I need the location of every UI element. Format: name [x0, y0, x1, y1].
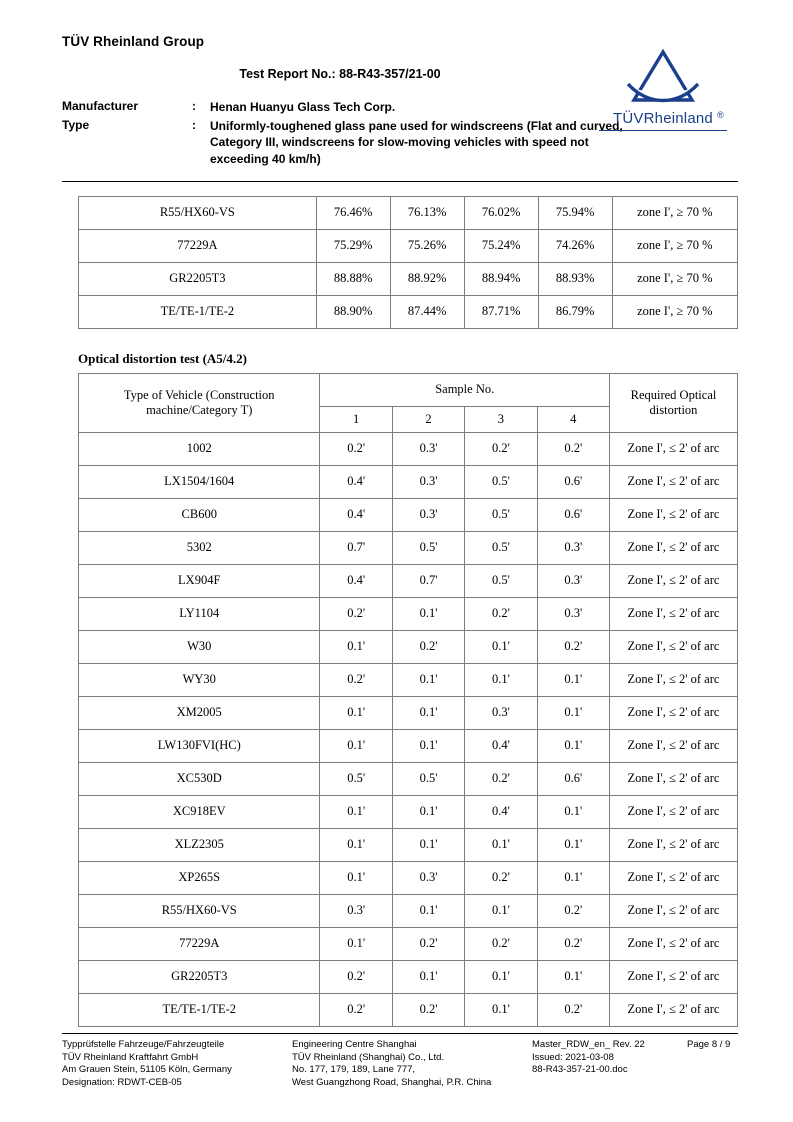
- table-row: [79, 531, 738, 564]
- sample-2-value: 0.1': [392, 894, 464, 927]
- vehicle-type: LX1504/1604: [79, 465, 320, 498]
- sample-4-value: 0.6': [537, 465, 609, 498]
- vehicle-type: LW130FVI(HC): [79, 729, 320, 762]
- sample-3-value: 0.1': [465, 630, 537, 663]
- light-transmission-table: [78, 196, 738, 329]
- sample-1-value: 0.4': [320, 498, 392, 531]
- column-header-sample-4: 4: [537, 406, 609, 432]
- footer-column-germany: [62, 1039, 292, 1090]
- required-distortion: Zone I', ≤ 2' of arc: [609, 696, 737, 729]
- required-distortion: Zone I', ≤ 2' of arc: [609, 762, 737, 795]
- required-distortion: Zone I', ≤ 2' of arc: [609, 828, 737, 861]
- required-distortion: Zone I', ≤ 2' of arc: [609, 432, 737, 465]
- vehicle-type: WY30: [79, 663, 320, 696]
- sample-4-value: 0.2': [537, 993, 609, 1026]
- sample-1-value: 0.1': [320, 696, 392, 729]
- column-header-sample-group: Sample No.: [320, 373, 610, 406]
- sample-2-value: 76.13%: [390, 196, 464, 229]
- table-row: [79, 993, 738, 1026]
- header-divider: [62, 181, 738, 182]
- required-distortion: Zone I', ≤ 2' of arc: [609, 498, 737, 531]
- sample-3-value: 0.1': [465, 828, 537, 861]
- required-distortion: Zone I', ≤ 2' of arc: [609, 465, 737, 498]
- table-row: [79, 597, 738, 630]
- type-colon: :: [192, 118, 196, 133]
- sample-4-value: 0.1': [537, 729, 609, 762]
- footer-text: Designation: RDWT-CEB-05: [62, 1077, 182, 1089]
- sample-1-value: 0.3': [320, 894, 392, 927]
- required-distortion: Zone I', ≤ 2' of arc: [609, 597, 737, 630]
- table-row: [79, 762, 738, 795]
- table-row: [79, 465, 738, 498]
- optical-distortion-table-body: [79, 432, 738, 1026]
- sample-1-value: 88.90%: [316, 295, 390, 328]
- sample-4-value: 0.2': [537, 894, 609, 927]
- vehicle-type: GR2205T3: [79, 262, 317, 295]
- required-distortion: Zone I', ≤ 2' of arc: [609, 663, 737, 696]
- required-zone: zone I', ≥ 70 %: [612, 295, 737, 328]
- sample-1-value: 76.46%: [316, 196, 390, 229]
- sample-4-value: 0.6': [537, 762, 609, 795]
- vehicle-type: 77229A: [79, 229, 317, 262]
- vehicle-type: 1002: [79, 432, 320, 465]
- sample-4-value: 88.93%: [538, 262, 612, 295]
- manufacturer-colon: :: [192, 99, 196, 113]
- optical-distortion-section-title: Optical distortion test (A5/4.2): [78, 350, 247, 366]
- table-row: [79, 229, 738, 262]
- footer-text: Am Grauen Stein, 51105 Köln, Germany: [62, 1064, 232, 1076]
- optical-distortion-table-wrapper: [78, 373, 738, 1027]
- table-row: [79, 696, 738, 729]
- column-header-required: Required Optical distortion: [609, 373, 737, 432]
- sample-1-value: 0.4': [320, 465, 392, 498]
- sample-3-value: 88.94%: [464, 262, 538, 295]
- sample-1-value: 0.1': [320, 927, 392, 960]
- sample-1-value: 75.29%: [316, 229, 390, 262]
- required-distortion: Zone I', ≤ 2' of arc: [609, 564, 737, 597]
- sample-4-value: 0.3': [537, 531, 609, 564]
- required-distortion: Zone I', ≤ 2' of arc: [609, 894, 737, 927]
- sample-3-value: 0.2': [465, 762, 537, 795]
- table-row: [79, 828, 738, 861]
- table-row: [79, 630, 738, 663]
- sample-4-value: 0.1': [537, 696, 609, 729]
- sample-3-value: 0.5': [465, 564, 537, 597]
- sample-2-value: 0.2': [392, 993, 464, 1026]
- optical-distortion-table-head: [79, 373, 738, 432]
- sample-3-value: 87.71%: [464, 295, 538, 328]
- sample-2-value: 0.3': [392, 498, 464, 531]
- type-label: Type: [62, 118, 90, 133]
- sample-1-value: 0.5': [320, 762, 392, 795]
- sample-2-value: 0.2': [392, 927, 464, 960]
- document-footer: [62, 1033, 738, 1090]
- vehicle-type: CB600: [79, 498, 320, 531]
- registered-trademark-icon: ®: [717, 110, 724, 120]
- table-row: [79, 729, 738, 762]
- transmission-table-body: [79, 196, 738, 328]
- sample-2-value: 0.1': [392, 828, 464, 861]
- sample-2-value: 0.3': [392, 432, 464, 465]
- sample-2-value: 0.1': [392, 729, 464, 762]
- sample-3-value: 0.2': [465, 597, 537, 630]
- required-distortion: Zone I', ≤ 2' of arc: [609, 531, 737, 564]
- transmission-table-wrapper: [78, 196, 738, 329]
- required-distortion: Zone I', ≤ 2' of arc: [609, 630, 737, 663]
- column-header-sample-3: 3: [465, 406, 537, 432]
- required-distortion: Zone I', ≤ 2' of arc: [609, 795, 737, 828]
- footer-text: No. 177, 179, 189, Lane 777,: [292, 1064, 416, 1076]
- vehicle-type: GR2205T3: [79, 960, 320, 993]
- manufacturer-value: Henan Huanyu Glass Tech Corp.: [210, 100, 396, 114]
- footer-text: Engineering Centre Shanghai: [292, 1038, 417, 1050]
- required-distortion: Zone I', ≤ 2' of arc: [609, 993, 737, 1026]
- sample-2-value: 0.5': [392, 762, 464, 795]
- table-row: [79, 927, 738, 960]
- sample-3-value: 0.2': [465, 861, 537, 894]
- sample-4-value: 0.2': [537, 630, 609, 663]
- footer-text: TÜV Rheinland Kraftfahrt GmbH: [62, 1051, 199, 1063]
- table-header-row-1: [79, 373, 738, 406]
- vehicle-type: LX904F: [79, 564, 320, 597]
- sample-3-value: 76.02%: [464, 196, 538, 229]
- sample-2-value: 87.44%: [390, 295, 464, 328]
- report-number: Test Report No.: 88-R43-357/21-00: [239, 67, 441, 81]
- vehicle-type: XP265S: [79, 861, 320, 894]
- required-zone: zone I', ≥ 70 %: [612, 262, 737, 295]
- vehicle-type: XC530D: [79, 762, 320, 795]
- organization-title: TÜV Rheinland Group: [62, 34, 205, 49]
- table-row: [79, 564, 738, 597]
- sample-1-value: 0.2': [320, 597, 392, 630]
- footer-text: TÜV Rheinland (Shanghai) Co., Ltd.: [292, 1051, 445, 1063]
- vehicle-type: TE/TE-1/TE-2: [79, 993, 320, 1026]
- column-header-vehicle-type: Type of Vehicle (Construction machine/Category T): [79, 373, 320, 432]
- footer-text: Master_RDW_en_ Rev. 22: [532, 1038, 645, 1050]
- sample-2-value: 0.1': [392, 795, 464, 828]
- required-zone: zone I', ≥ 70 %: [612, 196, 737, 229]
- footer-text: West Guangzhong Road, Shanghai, P.R. China: [292, 1077, 492, 1089]
- sample-1-value: 0.1': [320, 795, 392, 828]
- sample-1-value: 0.1': [320, 828, 392, 861]
- sample-4-value: 0.1': [537, 795, 609, 828]
- sample-3-value: 0.4': [465, 729, 537, 762]
- sample-4-value: 0.3': [537, 597, 609, 630]
- sample-4-value: 86.79%: [538, 295, 612, 328]
- table-row: [79, 196, 738, 229]
- sample-3-value: 75.24%: [464, 229, 538, 262]
- page-number: Page 8 / 9: [687, 1038, 731, 1050]
- tuv-triangle-icon: [593, 46, 733, 108]
- table-row: [79, 432, 738, 465]
- sample-3-value: 0.5': [465, 531, 537, 564]
- sample-4-value: 0.3': [537, 564, 609, 597]
- table-row: [79, 894, 738, 927]
- sample-2-value: 0.3': [392, 465, 464, 498]
- table-row: [79, 795, 738, 828]
- optical-distortion-table: [78, 373, 738, 1027]
- sample-3-value: 0.1': [465, 960, 537, 993]
- sample-1-value: 0.2': [320, 663, 392, 696]
- sample-2-value: 0.1': [392, 597, 464, 630]
- required-distortion: Zone I', ≤ 2' of arc: [609, 861, 737, 894]
- required-distortion: Zone I', ≤ 2' of arc: [609, 960, 737, 993]
- footer-text: Typprüfstelle Fahrzeuge/Fahrzeugteile: [62, 1038, 225, 1050]
- table-row: [79, 663, 738, 696]
- sample-1-value: 0.2': [320, 960, 392, 993]
- vehicle-type: R55/HX60-VS: [79, 894, 320, 927]
- required-zone: zone I', ≥ 70 %: [612, 229, 737, 262]
- sample-4-value: 0.1': [537, 663, 609, 696]
- sample-3-value: 0.2': [465, 432, 537, 465]
- sample-2-value: 75.26%: [390, 229, 464, 262]
- type-value: Uniformly-toughened glass pane used for windscreens (Flat and curved, Category III, windscreens for slow-moving vehicles with speed not exceeding 40 km/h): [210, 119, 623, 166]
- sample-4-value: 0.1': [537, 960, 609, 993]
- footer-column-document-info: [532, 1039, 738, 1090]
- footer-divider: [62, 1033, 738, 1034]
- vehicle-type: W30: [79, 630, 320, 663]
- sample-2-value: 0.1': [392, 663, 464, 696]
- sample-4-value: 0.1': [537, 861, 609, 894]
- logo-wordmark: [613, 110, 724, 127]
- table-row: [79, 295, 738, 328]
- sample-1-value: 0.7': [320, 531, 392, 564]
- sample-4-value: 75.94%: [538, 196, 612, 229]
- table-row: [79, 960, 738, 993]
- vehicle-type: 77229A: [79, 927, 320, 960]
- sample-3-value: 0.1': [465, 894, 537, 927]
- manufacturer-label: Manufacturer: [62, 99, 139, 113]
- vehicle-type: XLZ2305: [79, 828, 320, 861]
- vehicle-type: LY1104: [79, 597, 320, 630]
- footer-text: Issued: 2021-03-08: [532, 1051, 614, 1063]
- required-distortion: Zone I', ≤ 2' of arc: [609, 927, 737, 960]
- sample-1-value: 0.1': [320, 630, 392, 663]
- vehicle-type: XM2005: [79, 696, 320, 729]
- sample-2-value: 0.2': [392, 630, 464, 663]
- sample-3-value: 0.4': [465, 795, 537, 828]
- table-row: [79, 861, 738, 894]
- sample-1-value: 0.1': [320, 861, 392, 894]
- vehicle-type: TE/TE-1/TE-2: [79, 295, 317, 328]
- sample-3-value: 0.1': [465, 993, 537, 1026]
- vehicle-type: 5302: [79, 531, 320, 564]
- sample-4-value: 0.6': [537, 498, 609, 531]
- footer-columns: [62, 1039, 738, 1090]
- sample-4-value: 0.2': [537, 432, 609, 465]
- footer-text: 88-R43-357-21-00.doc: [532, 1064, 628, 1076]
- sample-4-value: 0.1': [537, 828, 609, 861]
- required-distortion: Zone I', ≤ 2' of arc: [609, 729, 737, 762]
- sample-1-value: 0.4': [320, 564, 392, 597]
- sample-1-value: 88.88%: [316, 262, 390, 295]
- sample-2-value: 0.3': [392, 861, 464, 894]
- vehicle-type: R55/HX60-VS: [79, 196, 317, 229]
- sample-3-value: 0.5': [465, 465, 537, 498]
- sample-3-value: 0.2': [465, 927, 537, 960]
- logo-wordmark-text: TÜVRheinland: [613, 110, 713, 127]
- sample-2-value: 0.1': [392, 696, 464, 729]
- table-row: [79, 498, 738, 531]
- sample-1-value: 0.2': [320, 432, 392, 465]
- sample-4-value: 0.2': [537, 927, 609, 960]
- sample-1-value: 0.1': [320, 729, 392, 762]
- sample-1-value: 0.2': [320, 993, 392, 1026]
- logo-underline: [599, 130, 727, 131]
- column-header-sample-1: 1: [320, 406, 392, 432]
- sample-2-value: 88.92%: [390, 262, 464, 295]
- sample-3-value: 0.1': [465, 663, 537, 696]
- sample-3-value: 0.5': [465, 498, 537, 531]
- footer-column-shanghai: [292, 1039, 532, 1090]
- sample-4-value: 74.26%: [538, 229, 612, 262]
- column-header-sample-2: 2: [392, 406, 464, 432]
- tuv-rheinland-logo: [593, 46, 733, 131]
- sample-2-value: 0.7': [392, 564, 464, 597]
- sample-2-value: 0.1': [392, 960, 464, 993]
- sample-2-value: 0.5': [392, 531, 464, 564]
- sample-3-value: 0.3': [465, 696, 537, 729]
- vehicle-type: XC918EV: [79, 795, 320, 828]
- table-row: [79, 262, 738, 295]
